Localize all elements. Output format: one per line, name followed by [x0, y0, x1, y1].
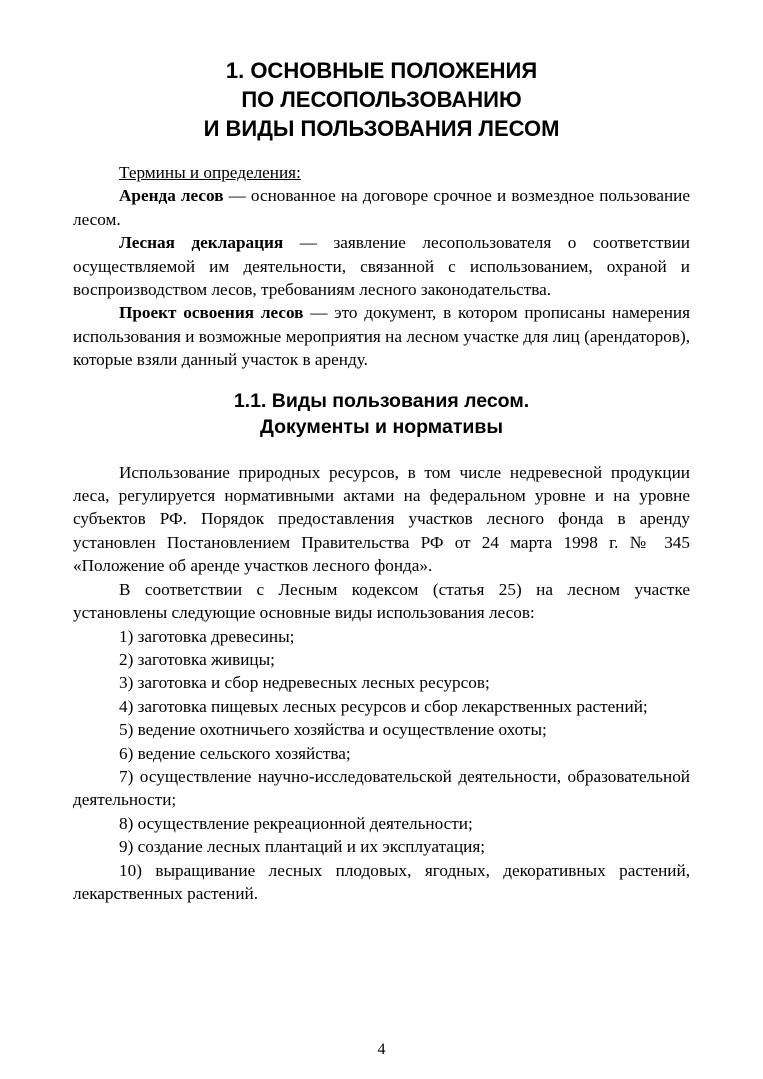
- list-item: 10) выращивание лесных плодовых, ягодных, декоративных растений, лекарственных растений.: [73, 860, 690, 903]
- body-paragraph: Использование природных ресурсов, в том числе недревесной продукции леса, регулируется нормативными актами на федеральном уровне и на уровне субъектов РФ. Порядок предоставления участков лесного фонда в аренду установлен Постановлением Правительства РФ от 24 марта 1998 г. № 345 «Положение об аренде участков лесного фонда».: [73, 462, 690, 576]
- term: Лесная декларация: [119, 233, 284, 253]
- section-title-line-1: 1.1. Виды пользования лесом.: [233, 389, 530, 412]
- term-definition: [73, 301, 690, 371]
- list-item: 6) ведение сельского хозяйства;: [119, 743, 351, 763]
- term-definition: [73, 231, 690, 301]
- chapter-title-line-1: 1. ОСНОВНЫЕ ПОЛОЖЕНИЯ: [225, 58, 538, 83]
- definition: — это документ, в котором прописаны намерения использования и возможные мероприятия на лесном участке для лиц (арендаторов), которые взяли данный участок в аренду.: [73, 303, 690, 370]
- list-item: 9) создание лесных плантаций и их эксплуатация;: [119, 837, 486, 857]
- list-item: 4) заготовка пищевых лесных ресурсов и сбор лекарственных растений;: [119, 696, 648, 716]
- term: Аренда лесов: [119, 186, 224, 206]
- list-item: 2) заготовка живицы;: [119, 649, 275, 669]
- definition: — основанное на договоре срочное и возмездное пользование лесом.: [73, 186, 690, 229]
- list-item: 1) заготовка древесины;: [119, 626, 295, 646]
- terms-intro: Термины и определения:: [119, 163, 301, 182]
- chapter-title-line-3: И ВИДЫ ПОЛЬЗОВАНИЯ ЛЕСОМ: [203, 116, 560, 141]
- list-item: 7) осуществление научно-исследовательской деятельности, образовательной деятельности;: [73, 766, 690, 810]
- chapter-title: [73, 56, 690, 143]
- page-content: [73, 56, 690, 905]
- term: Проект освоения лесов: [119, 303, 304, 323]
- usage-types-list: [73, 625, 690, 906]
- list-item: 8) осуществление рекреационной деятельности;: [119, 813, 473, 833]
- page-number: 4: [377, 1041, 386, 1058]
- body-paragraph: В соответствии с Лесным кодексом (статья 25) на лесном участке установлены следующие основные виды использования лесов:: [73, 579, 690, 623]
- term-definition: [73, 184, 690, 231]
- definition: — заявление лесопользователя о соответствии осуществляемой им деятельности, связанной с использованием, охраной и воспроизводством лесов, требованиям лесного законодательства.: [73, 233, 690, 300]
- section-title-line-2: Документы и нормативы: [260, 415, 503, 438]
- list-item: 3) заготовка и сбор недревесных лесных ресурсов;: [119, 673, 490, 693]
- chapter-title-line-2: ПО ЛЕСОПОЛЬЗОВАНИЮ: [241, 87, 522, 112]
- section-title: [73, 388, 690, 440]
- list-item: 5) ведение охотничьего хозяйства и осуществление охоты;: [119, 720, 547, 740]
